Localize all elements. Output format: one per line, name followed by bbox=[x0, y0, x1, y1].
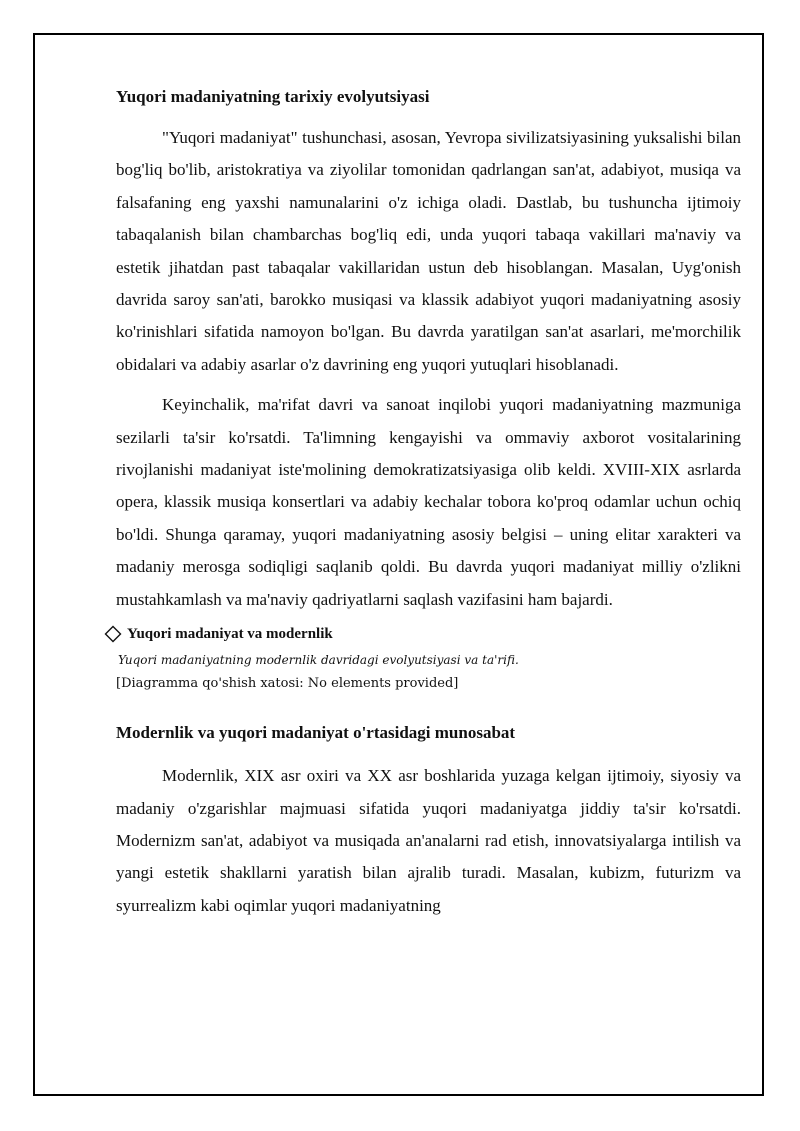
diagram-title: Yuqori madaniyat va modernlik bbox=[127, 626, 333, 643]
section-heading-history: Yuqori madaniyatning tarixiy evolyutsiyasi bbox=[116, 87, 430, 106]
section-heading-modernity: Modernlik va yuqori madaniyat o'rtasidagi munosabat bbox=[116, 723, 516, 743]
paragraph-history-2: Keyinchalik, ma'rifat davri va sanoat inqilobi yuqori madaniyatning mazmuniga sezilarli ta'sir ko'rsatdi. Ta'limning kengayishi va ommaviy axborot vositalarining rivojlanishi madaniyat iste'molining demokratizatsiyasiga olib keldi. XVIII-XIX asrlarda opera, klassik musiqa konsertlari va adabiy kechalar tobora ko'proq odamlar uchun ochiq bo'ldi. Shunga qaramay, yuqori madaniyatning asosiy belgisi – uning elitar xarakteri va madaniy merosga sodiqligi saqlanib qoldi. Bu davrda yuqori madaniyat milliy o'zlikni mustahkamlash va ma'naviy qadriyatlarni saqlash vazifasini ham bajardi. bbox=[116, 395, 741, 609]
paragraph-history-1: "Yuqori madaniyat" tushunchasi, asosan, Yevropa sivilizatsiyasining yuksalishi bilan bog'liq bo'lib, aristokratiya va ziyolilar tomonidan qadrlangan san'at, adabiyot, musiqa va falsafaning eng yaxshi namunalarini o'z ichiga oladi. Dastlab, bu tushuncha ijtimoiy tabaqalanish bilan chambarchas bog'liq edi, unda yuqori tabaqa vakillari ma'naviy va estetik jihatdan past tabaqalar vakillaridan ustun deb hisoblangan. Masalan, Uyg'onish davrida saroy san'ati, barokko musiqasi va klassik adabiyot yuqori madaniyatning asosiy ko'rinishlari sifatida namoyon bo'lgan. Bu davrda yaratilgan san'at asarlari, me'morchilik obidalari va adabiy asarlar o'z davrining eng yuqori yutuqlari hisoblanadi. bbox=[116, 128, 741, 374]
paragraph-modernity-1: Modernlik, XIX asr oxiri va XX asr boshlarida yuzaga kelgan ijtimoiy, siyosiy va madaniy o'zgarishlar majmuasi sifatida yuqori madaniyatga jiddiy ta'sir ko'rsatdi. Modernizm san'at, adabiyot va musiqada an'analarni rad etish, innovatsiyalarga intilish va yangi estetik shakllarni yaratish bilan ajralib turadi. Masalan, kubizm, futurizm va syurrealizm kabi oqimlar yuqori madaniyatning bbox=[116, 766, 741, 915]
diagram-placeholder bbox=[116, 624, 741, 693]
tag-icon bbox=[104, 625, 122, 643]
diagram-error-message: [Diagramma qo'shish xatosi: No elements provided] bbox=[116, 676, 459, 692]
document-body bbox=[116, 86, 741, 930]
diagram-title-row bbox=[116, 624, 741, 644]
diagram-subtitle: Yuqori madaniyatning modernlik davridagi evolyutsiyasi va ta'rifi. bbox=[118, 653, 519, 668]
